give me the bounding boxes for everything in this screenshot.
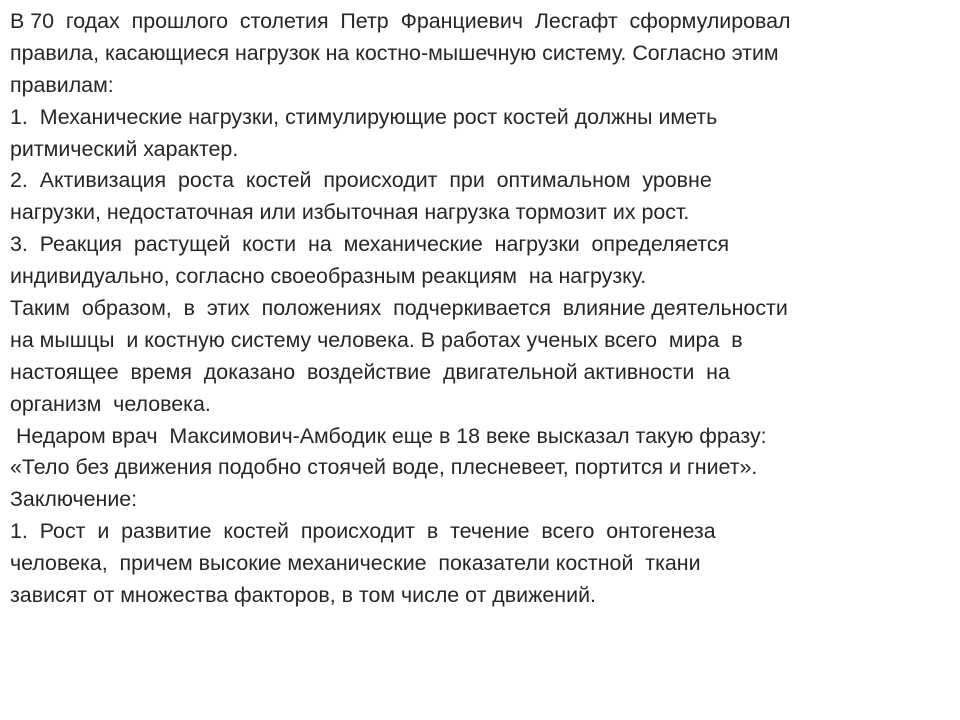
text-line-1: В 70 годах прошлого столетия Петр Франциевич Лесгафт сформулировал bbox=[10, 9, 791, 33]
text-line-4: 1. Механические нагрузки, стимулирующие рост костей должны иметь bbox=[10, 104, 718, 129]
text-line-16: Заключение: bbox=[10, 487, 138, 512]
text-line-3: правилам: bbox=[10, 72, 114, 97]
slide-text-block bbox=[10, 6, 910, 612]
text-line-13: организм человека. bbox=[10, 391, 211, 416]
text-line-18: человека, причем высокие механические показатели костной ткани bbox=[10, 551, 701, 576]
text-line-11: на мышцы и костную систему человека. В работах ученых всего мира в bbox=[10, 327, 743, 352]
text-line-14: Недаром врач Максимович-Амбодик еще в 18 веке высказал такую фразу: bbox=[10, 423, 767, 448]
text-line-6: 2. Активизация роста костей происходит при оптимальном уровне bbox=[10, 168, 712, 193]
text-line-2: правила, касающиеся нагрузок на костно-мышечную систему. Согласно этим bbox=[10, 40, 779, 65]
text-line-8: 3. Реакция растущей кости на механические нагрузки определяется bbox=[10, 232, 730, 257]
text-line-12: настоящее время доказано воздействие двигательной активности на bbox=[10, 359, 730, 384]
text-line-7: нагрузки, недостаточная или избыточная нагрузка тормозит их рост. bbox=[10, 200, 690, 225]
text-line-5: ритмический характер. bbox=[10, 136, 239, 161]
text-line-9: индивидуально, согласно своеобразным реакциям на нагрузку. bbox=[10, 264, 647, 289]
text-line-10: Таким образом, в этих положениях подчеркивается влияние деятельности bbox=[10, 296, 788, 321]
text-line-17: 1. Рост и развитие костей происходит в течение всего онтогенеза bbox=[10, 519, 716, 544]
text-line-15: «Тело без движения подобно стоячей воде, плесневеет, портится и гниет». bbox=[10, 455, 758, 480]
text-line-19: зависят от множества факторов, в том числе от движений. bbox=[10, 583, 596, 608]
